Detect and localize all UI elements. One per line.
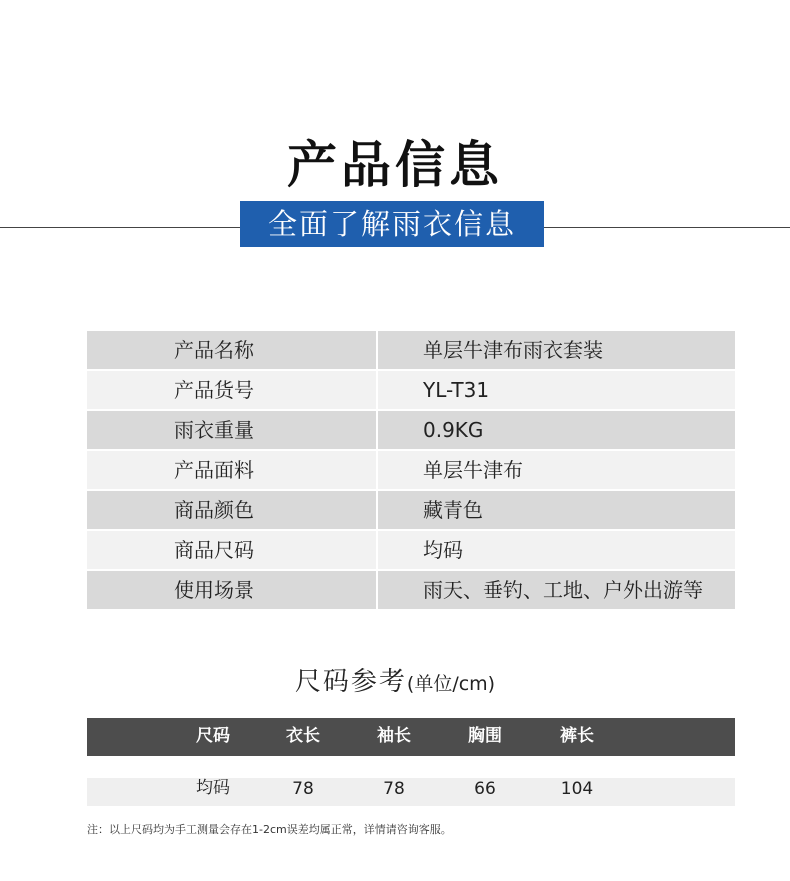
info-row-name [87,331,735,369]
product-info-table [87,331,735,611]
size-row-cell: 78 [383,779,405,799]
size-header-cell: 胸围 [468,726,502,746]
info-label: 产品名称 [87,331,376,369]
size-chart-row [87,778,735,806]
size-row-cell: 66 [474,779,496,799]
measurement-note: 注：以上尺码均为手工测量会存在1-2cm误差均属正常，详情请咨询客服。 [87,823,452,836]
info-value: 雨天、垂钓、工地、户外出游等 [378,571,735,609]
page-title: 产品信息 [287,136,503,194]
info-row-size [87,531,735,569]
info-row-usage [87,571,735,609]
info-row-color [87,491,735,529]
size-chart-title-text: 尺码参考 [294,667,407,697]
info-value: 单层牛津布雨衣套装 [378,331,735,369]
size-chart-title [0,662,790,705]
size-header-cell: 尺码 [196,726,230,746]
info-row-weight [87,411,735,449]
info-label: 雨衣重量 [87,411,376,449]
info-value: YL-T31 [378,371,735,409]
info-label: 使用场景 [87,571,376,609]
info-value: 0.9KG [378,411,735,449]
size-row-cell: 104 [560,779,594,799]
info-value: 均码 [378,531,735,569]
info-label: 产品面料 [87,451,376,489]
info-row-material [87,451,735,489]
size-header-cell: 衣长 [286,726,320,746]
info-value: 藏青色 [378,491,735,529]
info-row-sku [87,371,735,409]
info-value: 单层牛津布 [378,451,735,489]
size-chart-header [87,718,735,756]
size-header-cell: 袖长 [377,726,411,746]
size-row-cell: 均码 [196,778,230,798]
info-label: 商品颜色 [87,491,376,529]
info-label: 商品尺码 [87,531,376,569]
size-row-cell: 78 [292,779,314,799]
subtitle-banner: 全面了解雨衣信息 [240,201,544,247]
size-header-cell: 裤长 [560,726,594,746]
info-label: 产品货号 [87,371,376,409]
size-chart-unit: (单位/cm) [406,673,496,695]
